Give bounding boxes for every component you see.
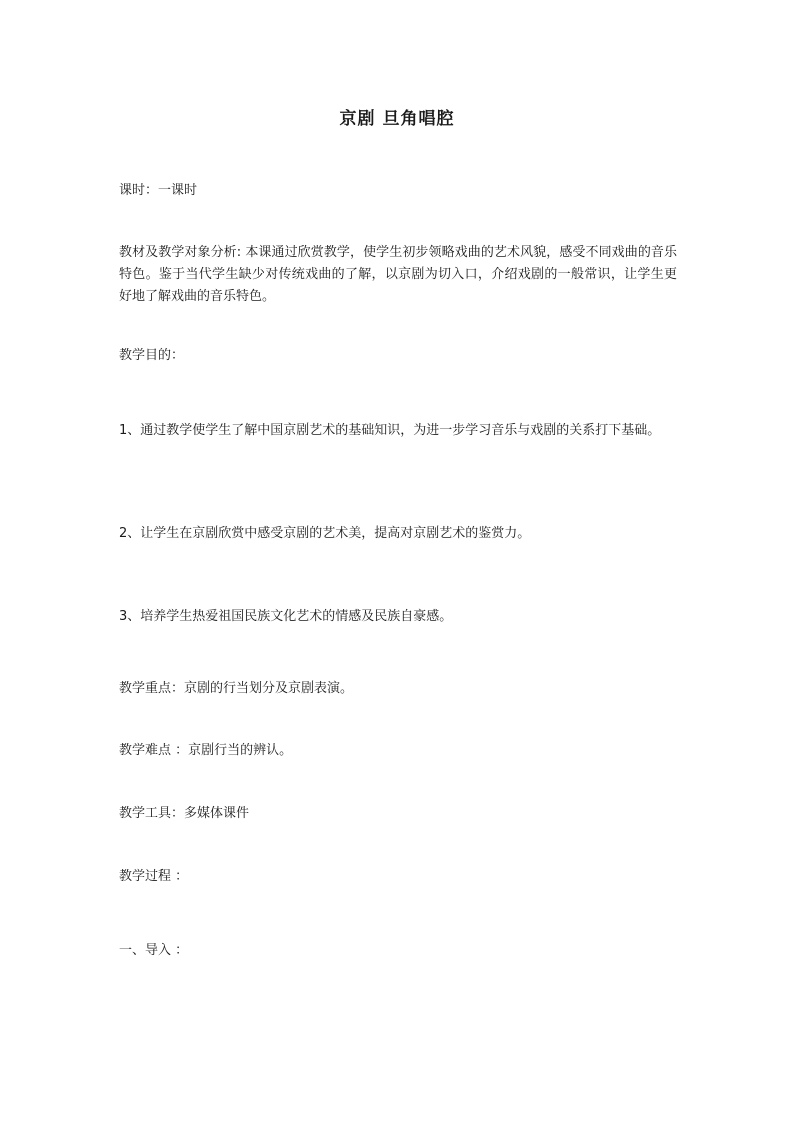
section-1-intro: 一、导入 ： xyxy=(119,943,189,958)
teaching-goal-1: 1、通过教学使学生了解中国京剧艺术的基础知识，为进一步学习音乐与戏剧的关系打下基础。 xyxy=(119,423,661,438)
teaching-goal-3: 3、培养学生热爱祖国民族文化艺术的情感及民族自豪感。 xyxy=(119,609,453,624)
lesson-time: 课时：一课时 xyxy=(119,183,198,198)
material-analysis-paragraph: 教材及教学对象分析: 本课通过欣赏教学，使学生初步领略戏曲的艺术风貌，感受不同戏曲的音乐特色。鉴于当代学生缺少对传统戏曲的了解，以京剧为切入口，介绍戏剧的一般常识，让学生更好地了解戏曲的音乐特色。 xyxy=(119,245,677,304)
key-points: 教学重点：京剧的行当划分及京剧表演。 xyxy=(119,681,354,696)
teaching-goals-heading: 教学目的： xyxy=(119,348,185,363)
difficulties: 教学难点 ：京剧行当的辨认。 xyxy=(119,743,293,758)
teaching-goal-2: 2、让学生在京剧欣赏中感受京剧的艺术美，提高对京剧艺术的鉴赏力。 xyxy=(119,526,531,541)
page-title: 京剧 旦角唱腔 xyxy=(339,109,455,129)
teaching-tools: 教学工具：多媒体课件 xyxy=(119,806,250,821)
teaching-process-heading: 教学过程 ： xyxy=(119,869,189,884)
